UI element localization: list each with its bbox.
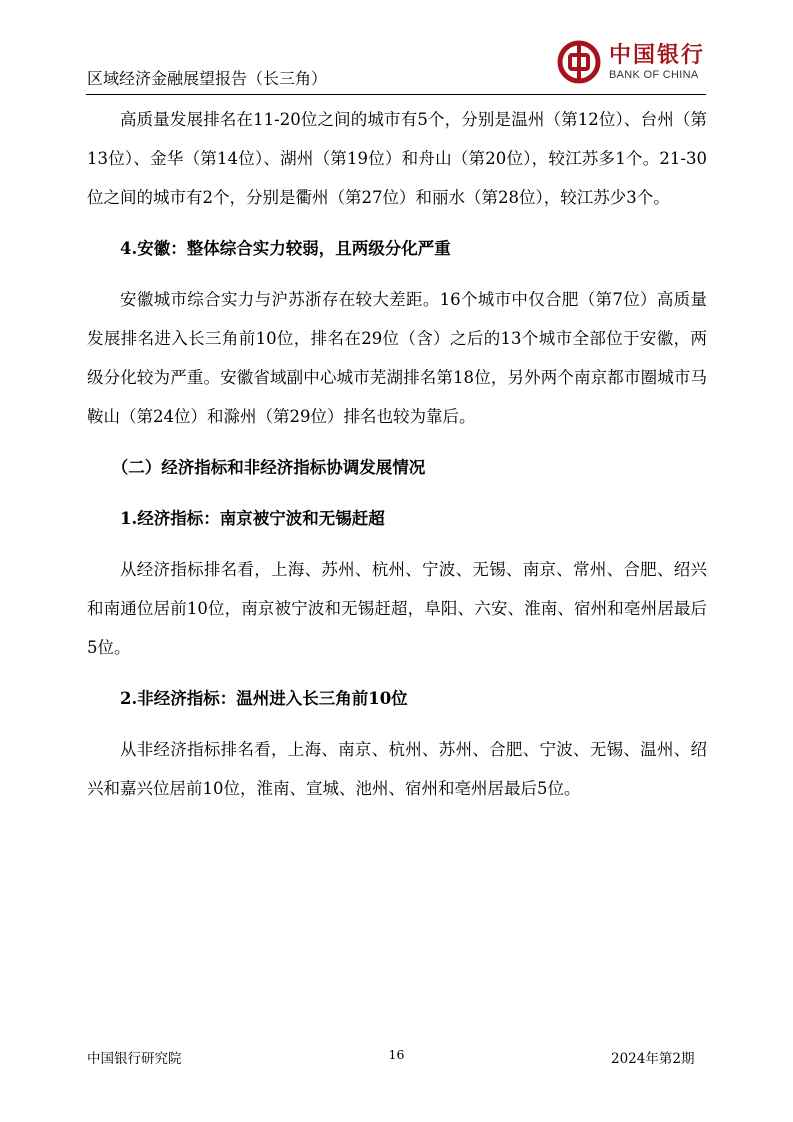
paragraph-anhui: 安徽城市综合实力与沪苏浙存在较大差距。16个城市中仅合肥（第7位）高质量发展排名进入长三角前10位，排名在29位（含）之后的13个城市全部位于安徽，两级分化较为严重。安徽省域副中心城市芜湖排名第18位，另外两个南京都市圈城市马鞍山（第24位）和滁州（第29位）排名也较为靠后。 (87, 290, 707, 426)
page-number: 16 (388, 1047, 405, 1062)
paragraph-non-economic-indicators: 从非经济指标排名看，上海、南京、杭州、苏州、合肥、宁波、无锡、温州、绍兴和嘉兴位居前10位，淮南、宣城、池州、宿州和亳州居最后5位。 (87, 740, 707, 798)
section-heading-coordination: （二）经济指标和非经济指标协调发展情况 (111, 458, 426, 477)
header-divider (86, 94, 706, 95)
paragraph-economic-indicators: 从经济指标排名看，上海、苏州、杭州、宁波、无锡、南京、常州、合肥、绍兴和南通位居前10位，南京被宁波和无锡赶超，阜阳、六安、淮南、宿州和亳州居最后5位。 (87, 560, 707, 657)
footer-issue: 2024年第2期 (611, 1051, 695, 1067)
report-title: 区域经济金融展望报告（长三角） (87, 69, 328, 88)
logo-chinese-name: 中国银行 (609, 42, 706, 68)
bank-of-china-logo-icon (557, 40, 601, 84)
bank-logo (557, 38, 707, 86)
logo-english-name: BANK OF CHINA (609, 69, 699, 81)
footer-organization: 中国银行研究院 (87, 1051, 182, 1067)
heading-non-economic-indicators: 2.非经济指标：温州进入长三角前10位 (120, 689, 408, 708)
main-content (87, 100, 707, 820)
paragraph-zhejiang-ranking: 高质量发展排名在11-20位之间的城市有5个，分别是温州（第12位）、台州（第13位）、金华（第14位）、湖州（第19位）和舟山（第20位），较江苏多1个。21-30位之间的城市有2个，分别是衢州（第27位）和丽水（第28位），较江苏少3个。 (87, 110, 707, 207)
heading-economic-indicators: 1.经济指标：南京被宁波和无锡赶超 (120, 509, 385, 528)
heading-anhui: 4.安徽：整体综合实力较弱，且两级分化严重 (120, 239, 451, 258)
